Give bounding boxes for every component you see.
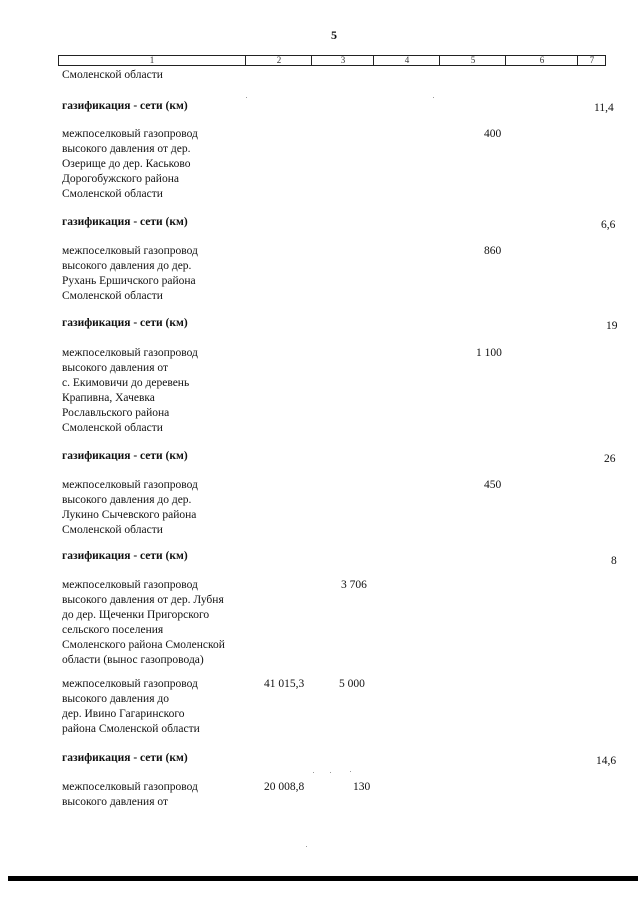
scan-speck — [306, 846, 307, 847]
item-value-col5: 860 — [484, 245, 502, 257]
item-value-col5: 450 — [484, 479, 502, 491]
column-header-table — [58, 55, 606, 66]
item-value-col3: 130 — [353, 781, 371, 793]
item-value-col3: 3 706 — [341, 579, 367, 591]
item-value-col2: 20 008,8 — [264, 781, 305, 793]
section-heading: газификация - сети (км) — [62, 317, 188, 329]
column-header-7: 7 — [577, 56, 606, 65]
item-description: межпоселковый газопровод высокого давления от с. Екимовичи до деревень Крапивна, Хачевка Рославльского района Смоленской области — [62, 347, 198, 434]
scan-speck — [313, 772, 314, 773]
section-total-value: 8 — [611, 555, 617, 567]
item-description: межпоселковый газопровод высокого давления до дер. Лукино Сычевского района Смоленской области — [62, 479, 198, 536]
section-total-value: 11,4 — [594, 102, 614, 114]
column-header-4: 4 — [373, 56, 440, 65]
item-description: межпоселковый газопровод высокого давления до дер. Ивино Гагаринского района Смоленской области — [62, 678, 200, 735]
section-heading: газификация - сети (км) — [62, 216, 188, 228]
section-total-value: 26 — [604, 453, 616, 465]
section-total-value: 6,6 — [601, 219, 616, 231]
scan-speck — [433, 97, 434, 98]
column-header-1: 1 — [149, 55, 155, 65]
item-value-col2: 41 015,3 — [264, 678, 305, 690]
column-header-3: 3 — [311, 56, 374, 65]
section-heading: газификация - сети (км) — [62, 450, 188, 462]
item-description: межпоселковый газопровод высокого давления от — [62, 781, 198, 808]
column-header-2: 2 — [245, 56, 312, 65]
item-value-col3: 5 000 — [339, 678, 365, 690]
item-value-col5: 1 100 — [476, 347, 502, 359]
scan-speck — [350, 771, 351, 772]
item-description: межпоселковый газопровод высокого давления до дер. Рухань Ершичского района Смоленской области — [62, 245, 198, 302]
scan-speck — [246, 97, 247, 98]
item-value-col5: 400 — [484, 128, 502, 140]
section-heading: газификация - сети (км) — [62, 550, 188, 562]
page-number: 5 — [331, 28, 337, 42]
section-total-value: 19 — [606, 320, 618, 332]
section-total-value: 14,6 — [596, 755, 617, 767]
item-description: межпоселковый газопровод высокого давления от дер. Озерище до дер. Каськово Дорогобужского района Смоленской области — [62, 128, 198, 200]
column-header-5: 5 — [439, 56, 506, 65]
scan-speck — [330, 772, 331, 773]
scan-edge-bar — [8, 876, 638, 881]
section-heading: газификация - сети (км) — [62, 100, 188, 112]
section-heading: газификация - сети (км) — [62, 752, 188, 764]
continuation-text: Смоленской области — [62, 69, 163, 81]
item-description: межпоселковый газопровод высокого давления от дер. Лубня до дер. Щеченки Пригорского сельского поселения Смоленского района Смоленской области (вынос газопровода) — [62, 579, 225, 666]
column-header-6: 6 — [505, 56, 578, 65]
